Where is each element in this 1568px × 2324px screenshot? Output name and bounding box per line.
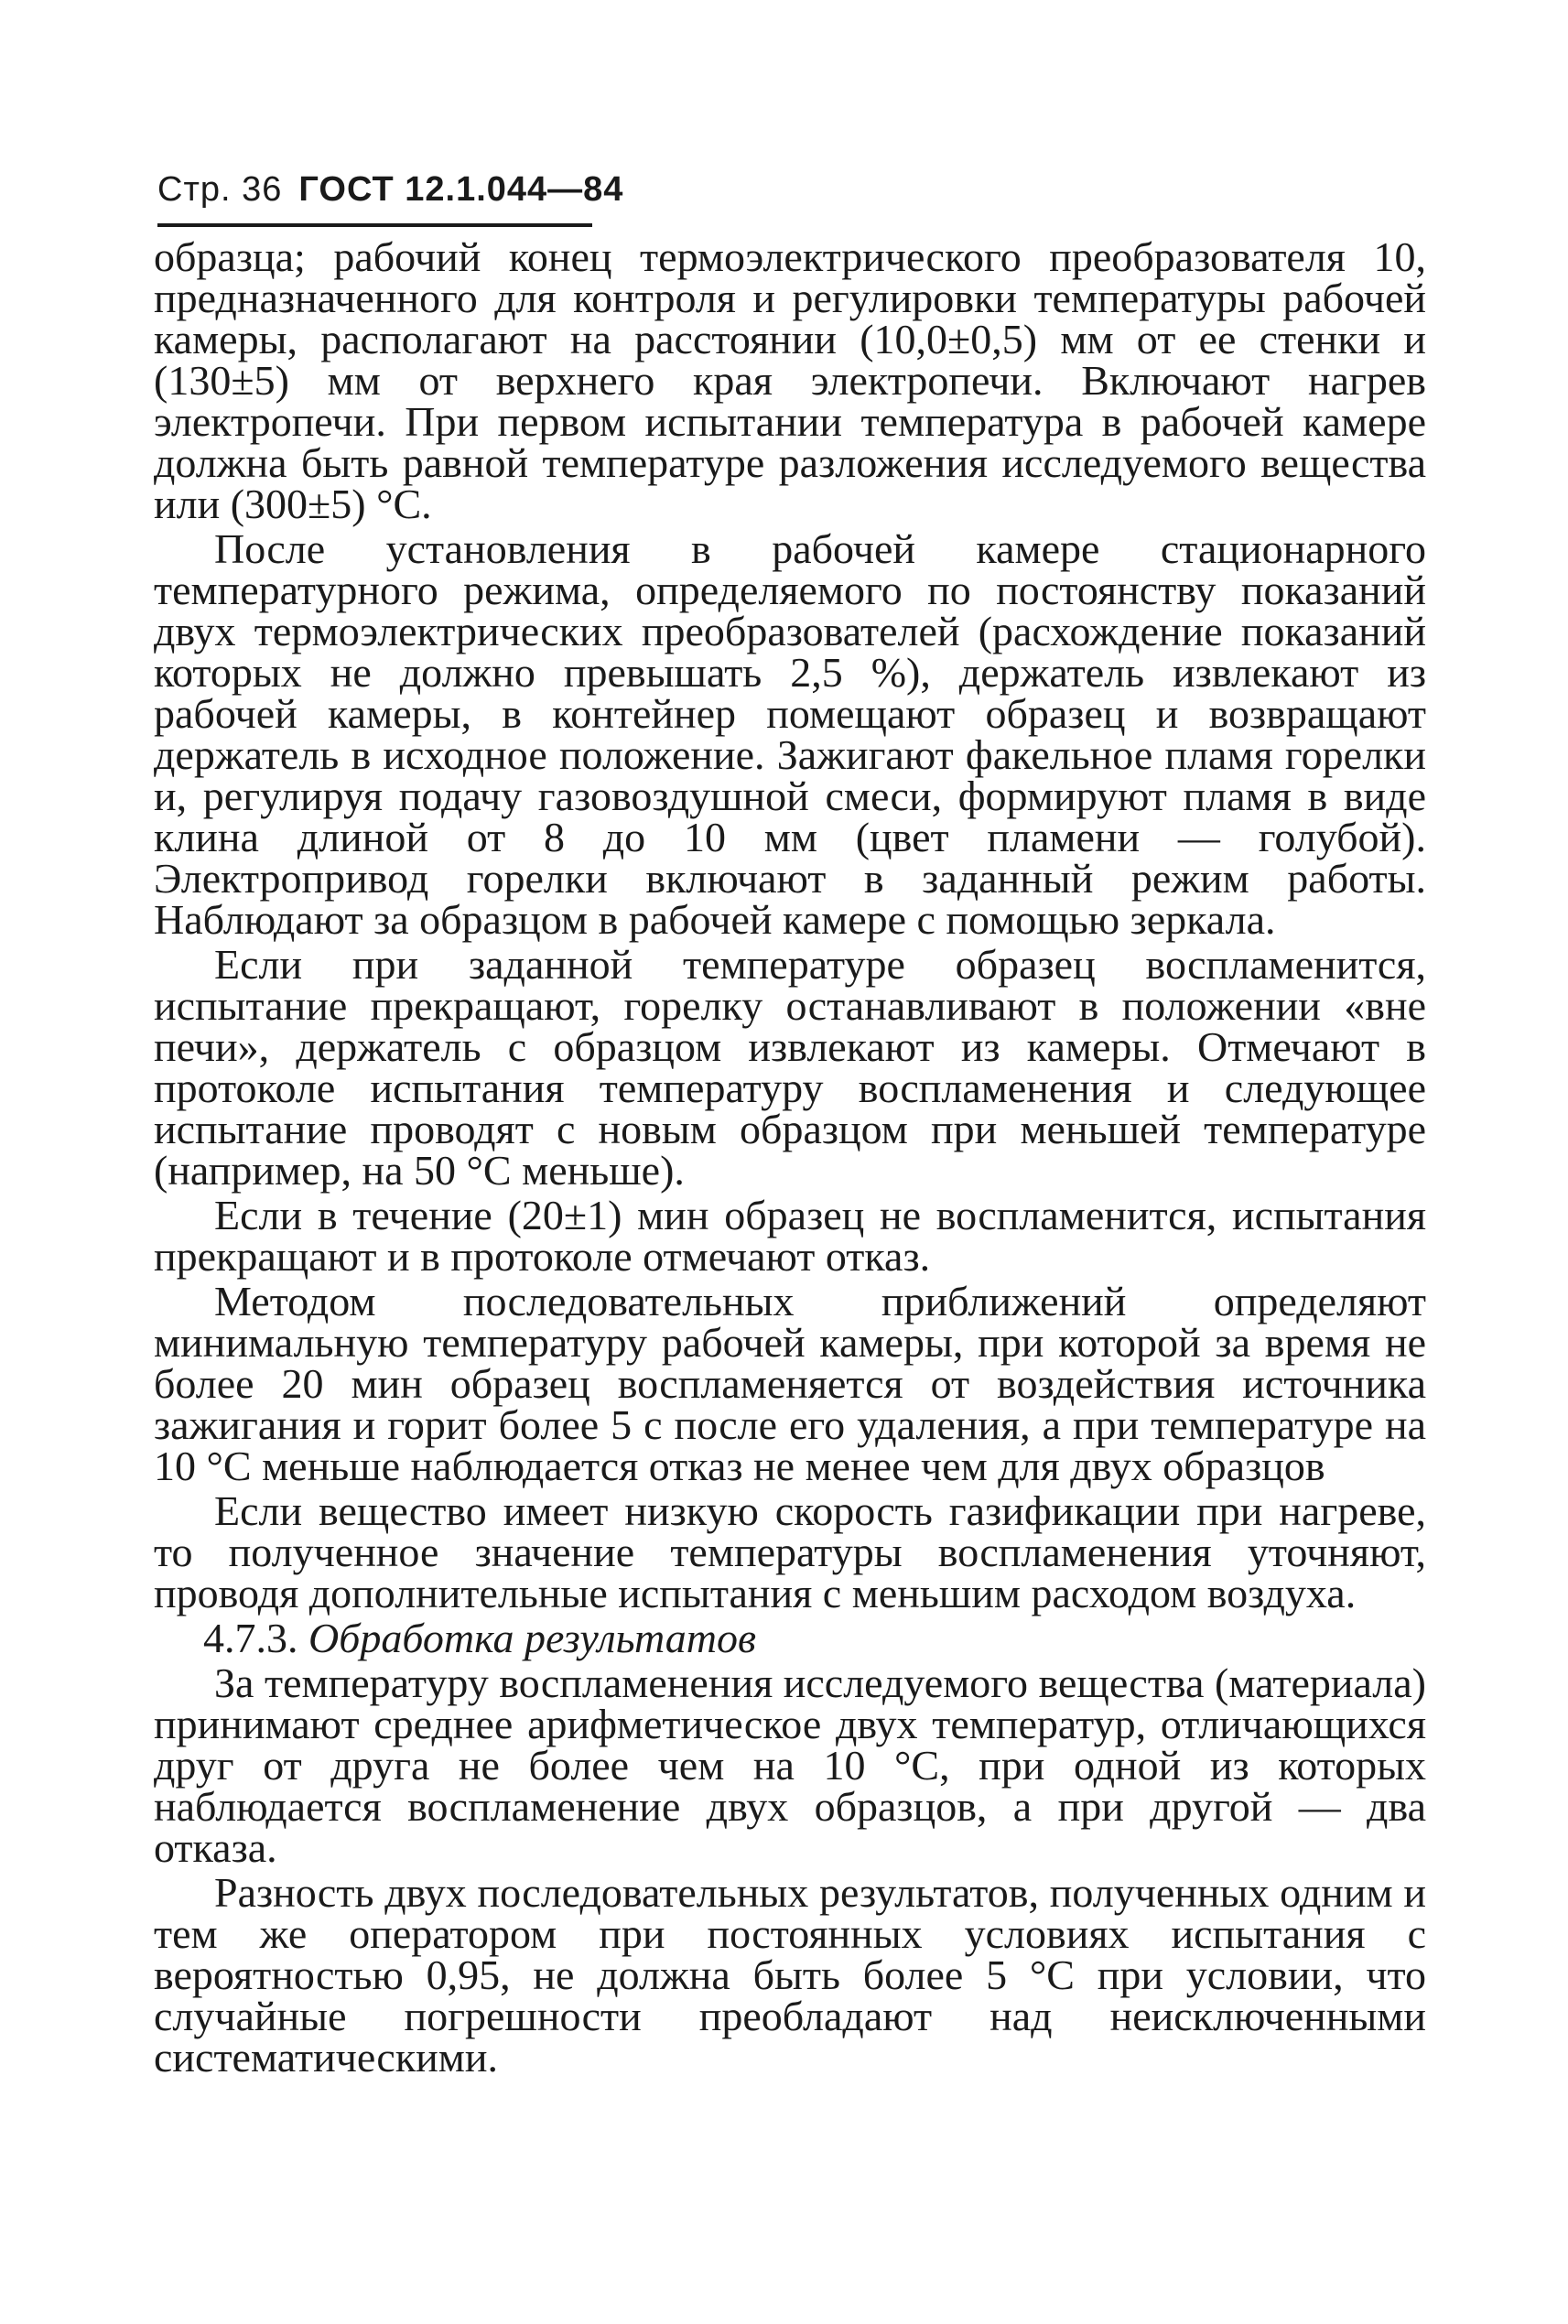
paragraph-7: За температуру воспламенения исследуемого вещества (материала) принимают среднее арифметическое двух температур, отличающихся друг от друга не более чем на 10 °С, при одной из которых наблюдается воспламенение двух образцов, а при другой — два отказа.: [154, 1659, 1426, 1871]
page-header: [157, 170, 623, 210]
paragraph-6: Если вещество имеет низкую скорость газификации при нагреве, то полученное значение температуры воспламенения уточняют, проводя дополнительные испытания с меньшим расходом воздуха.: [154, 1487, 1426, 1616]
paragraph-8: Разность двух последовательных результатов, полученных одним и тем же оператором при постоянных условиях испытания с вероятностью 0,95, не должна быть более 5 °С при условии, что случайные погрешности преобладают над неисключенными систематическими.: [154, 1869, 1426, 2081]
header-rule: [157, 223, 592, 227]
section-title: Обработка результатов: [308, 1615, 756, 1661]
paragraph-5: Методом последовательных приближений определяют минимальную температуру рабочей камеры, при которой за время не более 20 мин образец воспламеняется от воздействия источника зажигания и горит более 5 с после его удаления, а при температуре на 10 °С меньше наблюдается отказ не менее чем для двух образцов: [154, 1278, 1426, 1489]
paragraph-2: После установления в рабочей камере стационарного температурного режима, определяемого по постоянству показаний двух термоэлектрических преобразователей (расхождение показаний которых не должно превышать 2,5 %), держатель извлекают из рабочей камеры, в контейнер помещают образец и возвращают держатель в исходное положение. Зажигают факельное пламя горелки и, регулируя подачу газовоздушной смеси, формируют пламя в виде клина длиной от 8 до 10 мм (цвет пламени — голубой). Электропривод горелки включают в заданный режим работы. Наблюдают за образцом в рабочей камере с помощью зеркала.: [154, 525, 1426, 943]
page-number: Стр. 36: [157, 170, 283, 209]
section-heading: [154, 1617, 1426, 1659]
paragraph-1: образца; рабочий конец термоэлектрического преобразователя 10, предназначенного для контроля и регулировки температуры рабочей камеры, располагают на расстоянии (10,0±0,5) мм от ее стенки и (130±5) мм от верхнего края электропечи. Включают нагрев электропечи. При первом испытании температура в рабочей камере должна быть равной температуре разложения исследуемого вещества или (300±5) °С.: [154, 233, 1426, 527]
body-text: [154, 233, 1426, 2081]
standard-code: ГОСТ 12.1.044—84: [298, 170, 624, 209]
paragraph-4: Если в течение (20±1) мин образец не воспламенится, испытания прекращают и в протоколе отмечают отказ.: [154, 1192, 1426, 1280]
section-number: 4.7.3.: [203, 1615, 298, 1661]
paragraph-3: Если при заданной температуре образец воспламенится, испытание прекращают, горелку останавливают в положении «вне печи», держатель с образцом извлекают из камеры. Отмечают в протоколе испытания температуру воспламенения и следующее испытание проводят с новым образцом при меньшей температуре (например, на 50 °С меньше).: [154, 941, 1426, 1194]
